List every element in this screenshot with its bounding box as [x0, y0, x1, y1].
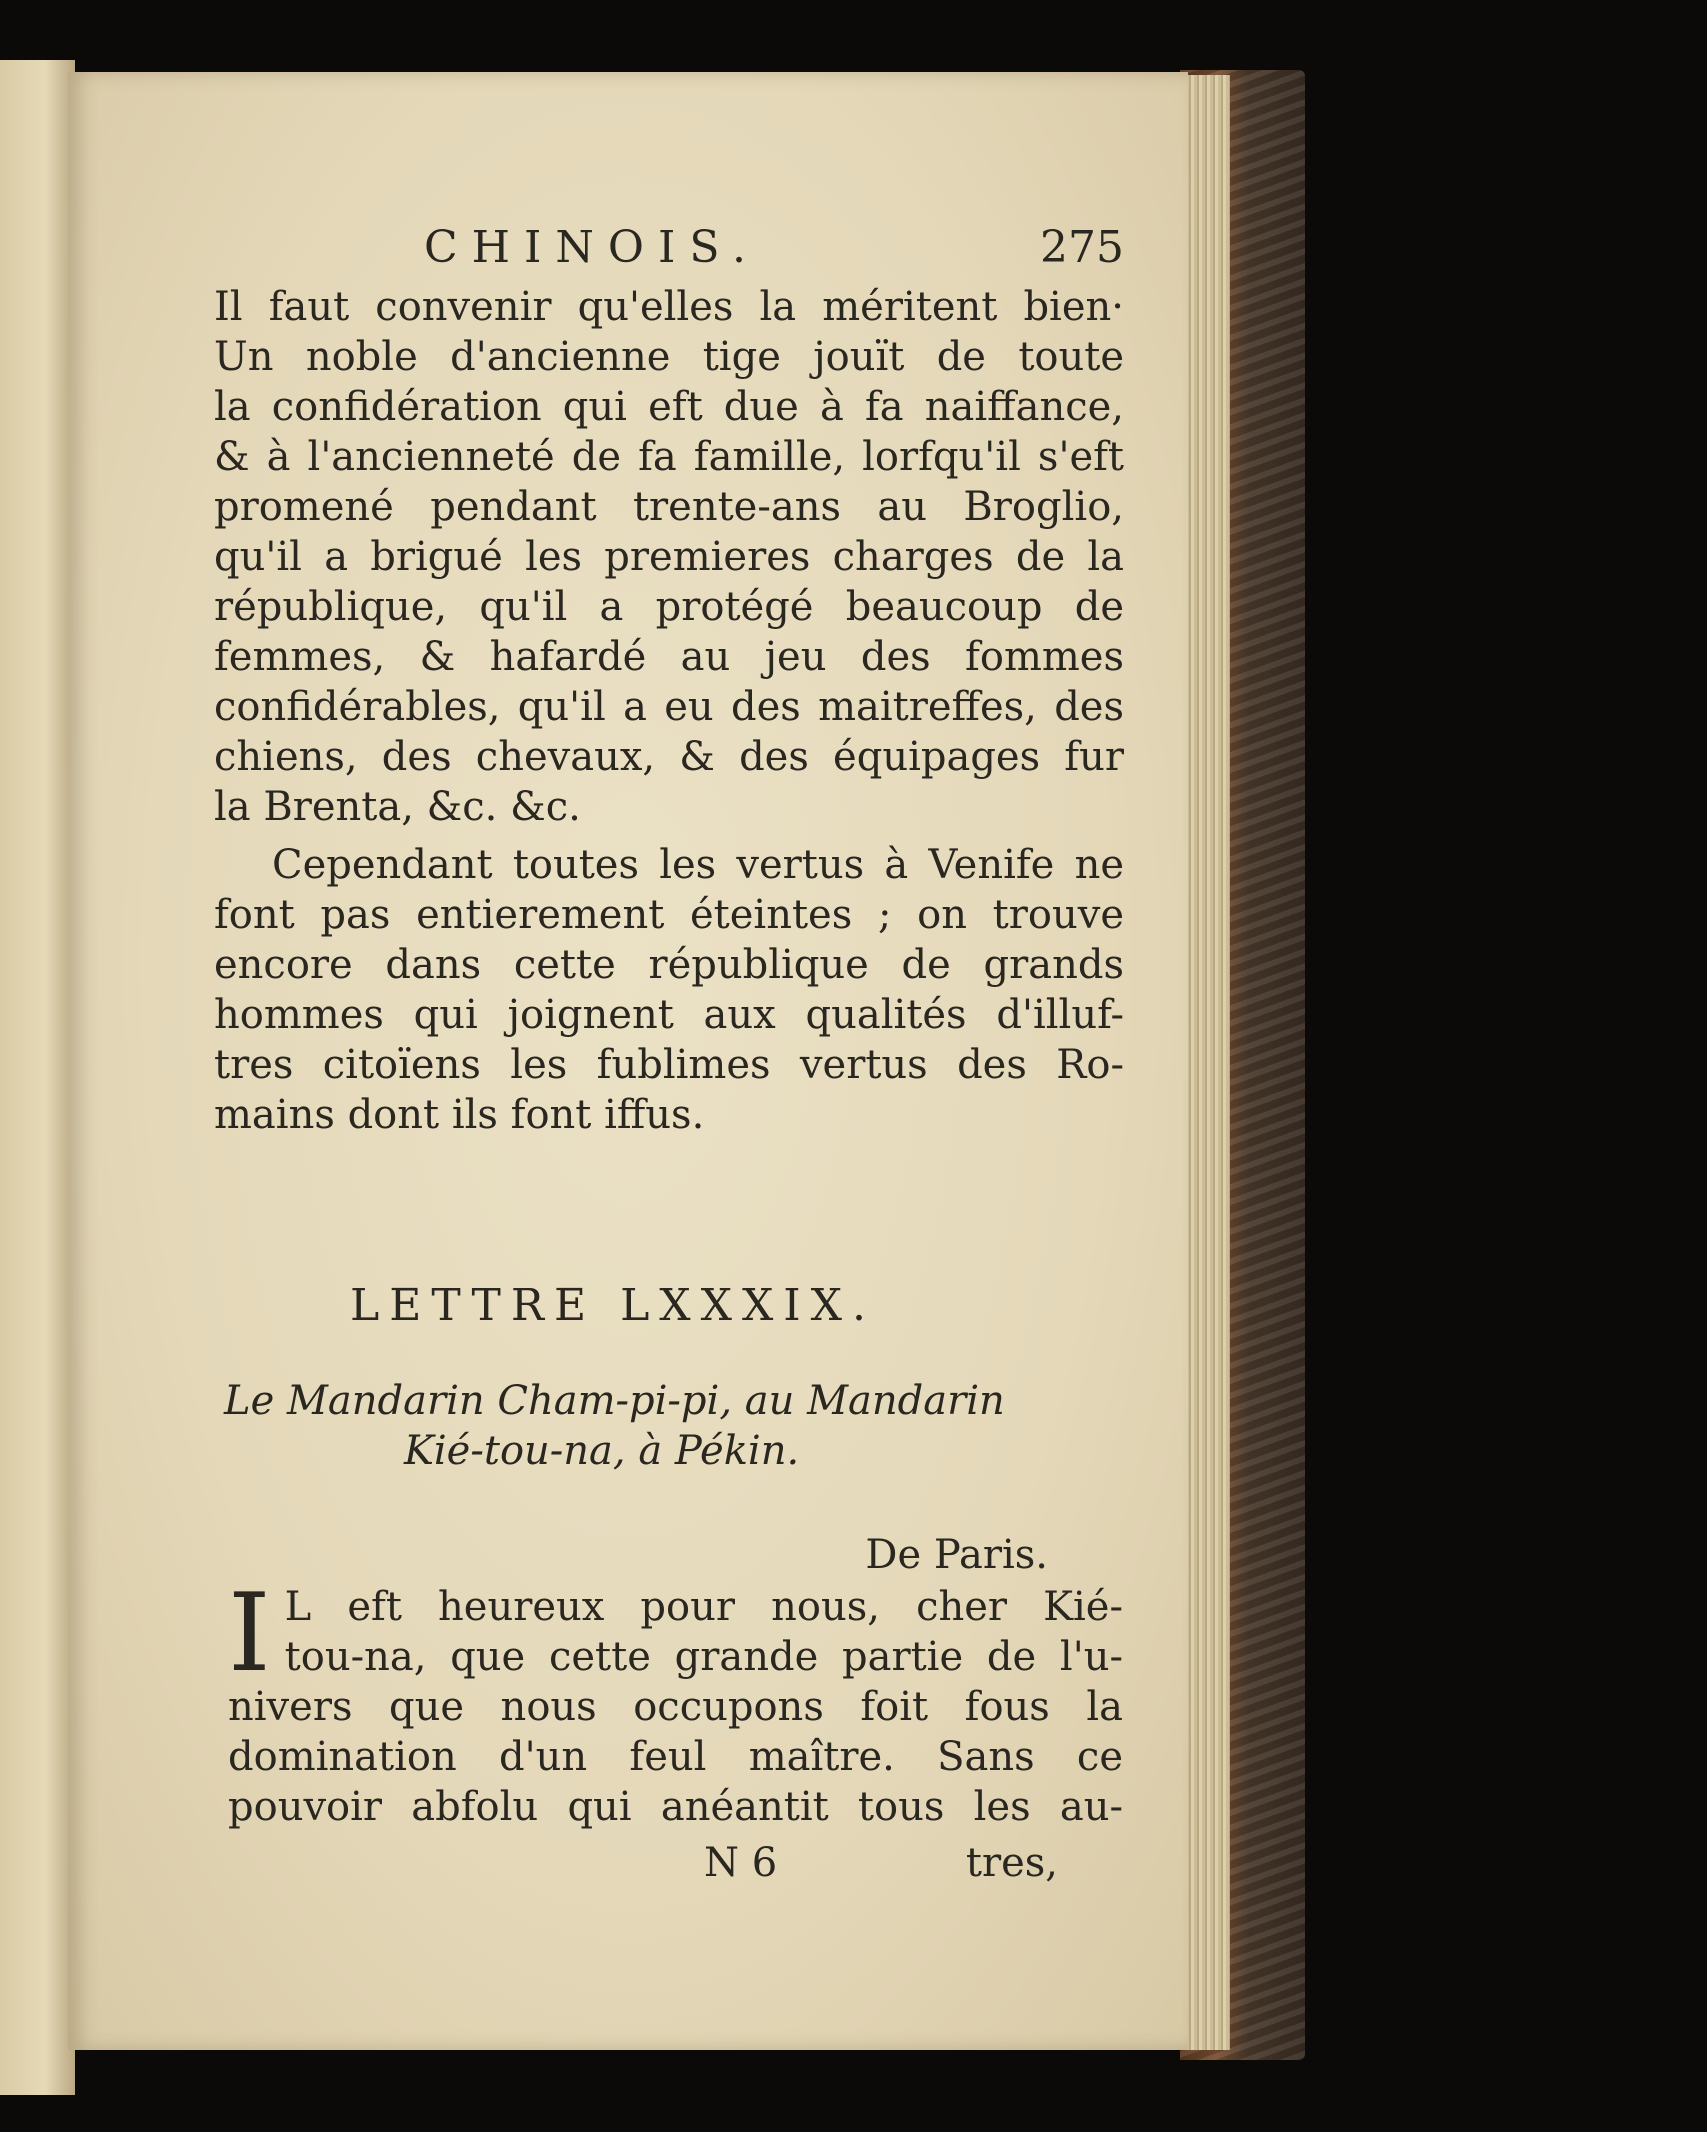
text-line: Cependant toutes les vertus à Venife ne: [272, 842, 1124, 888]
page-header: [424, 222, 1124, 282]
text-line: mains dont ils font iffus.: [214, 1092, 705, 1138]
text-line: domination d'un feul maître. Sans ce: [228, 1734, 1123, 1780]
text-line: promené pendant trente-ans au Broglio,: [214, 484, 1124, 530]
signature-mark: N 6: [704, 1840, 778, 1886]
letter-heading: LETTRE LXXXIX.: [350, 1280, 876, 1331]
letter-address-line-1: [224, 1378, 1124, 1424]
text-line: L eft heureux pour nous, cher Kié-: [284, 1584, 1123, 1630]
book-page: [68, 72, 1188, 2050]
address-text: Le Mandarin Cham-pi-pi, au Mandarin: [224, 1378, 1005, 1424]
text-line: nivers que nous occupons foit fous la: [228, 1684, 1123, 1730]
text-line: la confidération qui eft due à fa naiffance,: [214, 384, 1124, 430]
catchword: tres,: [965, 1840, 1058, 1886]
letter-body: [228, 1571, 1123, 1832]
page-number: 275: [1040, 222, 1124, 273]
text-line: font pas entierement éteintes ; on trouve: [214, 892, 1124, 938]
text-line: chiens, des chevaux, & des équipages fur: [214, 734, 1124, 780]
text-line: pouvoir abfolu qui anéantit tous les au-: [228, 1784, 1123, 1830]
text-line: la Brenta, &c. &c.: [214, 784, 581, 830]
text-line: Il faut convenir qu'elles la méritent bien·: [214, 284, 1124, 330]
text-line: & à l'ancienneté de fa famille, lorfqu'il s'eft: [214, 434, 1124, 480]
text-line: Un noble d'ancienne tige jouït de toute: [214, 334, 1124, 380]
text-line: confidérables, qu'il a eu des maitreffes, des: [214, 684, 1124, 730]
letter-address-line-2: [404, 1428, 1304, 1474]
text-line: tou-na, que cette grande partie de l'u-: [284, 1634, 1123, 1680]
text-line: qu'il a brigué les premieres charges de la: [214, 534, 1124, 580]
previous-page-edge: [0, 60, 75, 2095]
paragraph-2: [214, 840, 1124, 1140]
text-line: encore dans cette république de grands: [214, 942, 1124, 988]
paragraph-1: [214, 282, 1124, 832]
letter-place: De Paris.: [865, 1532, 1048, 1578]
address-text: Kié-tou-na, à Pékin.: [404, 1428, 800, 1474]
text-line: hommes qui joignent aux qualités d'illuf-: [214, 992, 1124, 1038]
text-line: république, qu'il a protégé beaucoup de: [214, 584, 1124, 630]
text-line: femmes, & hafardé au jeu des fommes: [214, 634, 1124, 680]
drop-cap: I: [228, 1571, 271, 1696]
text-line: tres citoïens les fublimes vertus des Ro-: [214, 1042, 1124, 1088]
running-head: CHINOIS.: [424, 222, 760, 273]
